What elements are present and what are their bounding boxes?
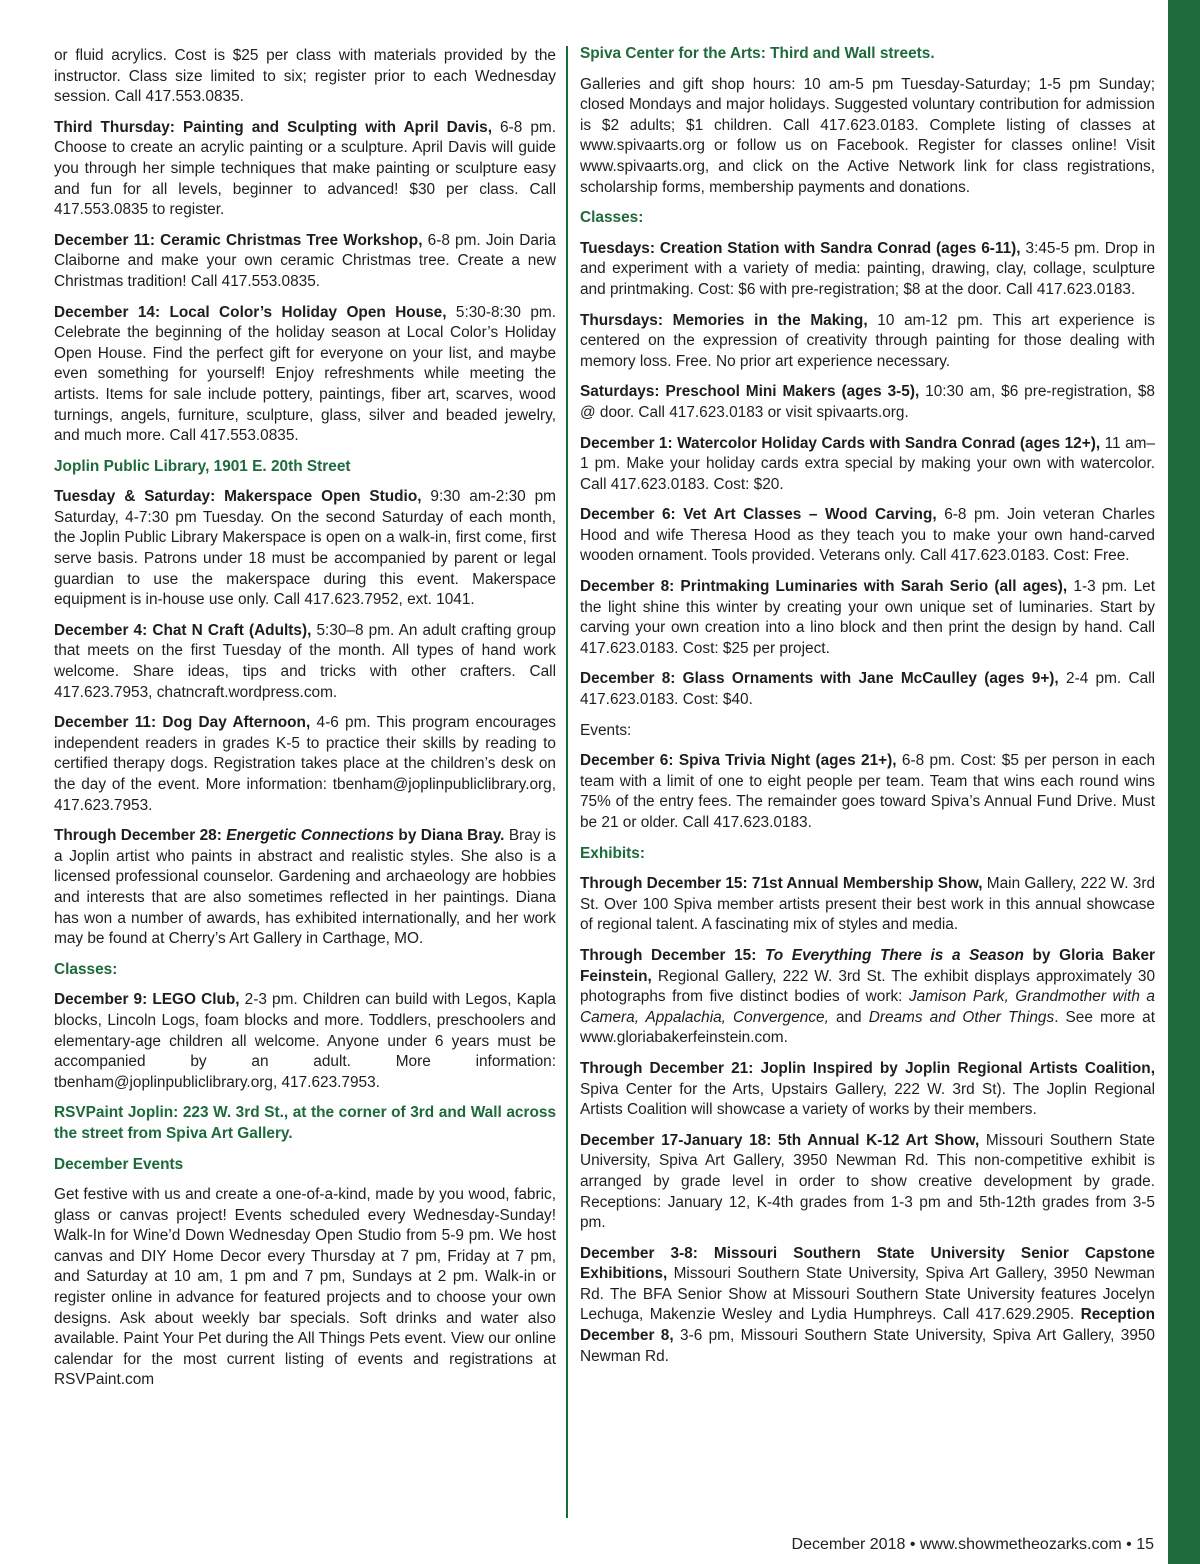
entry-text: 9:30 am-2:30 pm Saturday, 4-7:30 pm Tuesday. On the second Saturday of each month, the Joplin Public Library Makerspace is open on a walk-in, first come, first serve basis. Patrons under 18 must be accompanied by parent or legal guardian to use the makerspace during this event. Makerspace equipment is in-house use only. Call 417.623.7952, ext. 1041.	[54, 488, 557, 609]
entry-text: Spiva Center for the Arts: Third and Wall streets.	[580, 45, 935, 62]
entry-text: Missouri Southern State University, Spiva Art Gallery, 3950 Newman Rd. This non-competitive exhibit is arranged by grade level in order to show creative development by grade. Receptions: January 12, K-4th grades from 1-3 pm and 5th-12th grades from 3-5 pm.	[580, 1131, 1155, 1232]
listing-entry	[580, 577, 1155, 659]
entry-title-text: Tuesdays: Creation Station with Sandra Conrad (ages 6-11),	[580, 239, 1021, 257]
listing-entry	[580, 751, 1155, 833]
listing-entry	[54, 713, 556, 816]
column-divider	[566, 46, 568, 1518]
section-heading	[580, 844, 1155, 865]
listing-entry	[580, 505, 1155, 567]
listing-entry	[54, 826, 556, 950]
entry-title-text: Reception December 8,	[580, 1306, 1155, 1345]
entry-text: 6-8 pm. Cost: $5 per person in each team with a limit of one to eight people per team. Team that wins each round wins 75% of the entry fees. The remainder goes toward Spiva’s Annual Fund Drive. Must be 21 or older. Call 417.623.0183.	[580, 752, 1156, 831]
entry-text: 3-6 pm, Missouri Southern State University, Spiva Art Gallery, 3950 Newman Rd.	[580, 1327, 1155, 1365]
entry-text: December Events	[54, 1155, 184, 1173]
entry-title-text: by Diana Bray.	[394, 827, 505, 845]
left-column	[54, 46, 556, 1401]
listing-entry	[580, 382, 1155, 423]
listing-entry	[580, 946, 1155, 1049]
entry-title-text: To Everything There is a Season	[764, 946, 1024, 964]
entry-text: or fluid acrylics. Cost is $25 per class with materials provided by the instructor. Class size limited to six; register prior to each Wednesday session. Call 417.553.0835.	[54, 47, 556, 106]
section-heading	[54, 1155, 556, 1176]
entry-text: Galleries and gift shop hours: 10 am-5 pm Tuesday-Saturday; 1-5 pm Sunday; closed Mondays and major holidays. Suggested voluntary contribution for admission is $2 adults; $1 children. Call 417.623.0183. Complete listing of classes at www.spivaarts.org or follow us on Facebook. Register for classes online! Visit www.spivaarts.org, and click on the Active Network link for class registrations, scholarship forms, membership payments and donations.	[580, 75, 1155, 196]
listing-entry	[54, 621, 556, 703]
entry-title-text: Third Thursday: Painting and Sculpting with April Davis,	[54, 118, 492, 136]
entry-text: Classes:	[580, 209, 644, 227]
entry-text: Bray is a Joplin artist who paints in abstract and realistic styles. She also is a licensed professional counselor. Gardening and archaeology are hobbies and interests that are also sometimes reflected in her paintings. Diana has won a number of awards, has exhibited internationally, and her work may be found at Cherry’s Art Gallery in Carthage, MO.	[54, 827, 556, 948]
listing-entry	[54, 990, 556, 1093]
entry-title-text: December 3-8: Missouri Southern State University Senior Capstone Exhibitions,	[580, 1244, 1155, 1283]
entry-title-text: Energetic Connections	[226, 827, 395, 845]
entry-text: and	[828, 1008, 869, 1026]
entry-title-text: December 14: Local Color’s Holiday Open House,	[54, 303, 447, 321]
entry-text: 6-8 pm. Join veteran Charles Hood and wife Theresa Hood as they teach you to make your own hand-carved wooden ornament. Tools provided. Veterans only. Call 417.623.0183. Cost: Free.	[580, 506, 1155, 565]
entry-title-text: Dreams and Other Things	[868, 1008, 1055, 1026]
listing-entry	[580, 1059, 1155, 1121]
entry-text: Classes:	[54, 960, 118, 978]
listing-entry	[580, 311, 1155, 373]
entry-title-text: December 8: Printmaking Luminaries with Sarah Serio (all ages),	[580, 578, 1068, 596]
listing-entry	[580, 239, 1155, 301]
entry-title-text: December 11: Ceramic Christmas Tree Workshop,	[54, 231, 423, 249]
listing-entry	[54, 487, 556, 611]
entry-title-text: December 17-January 18: 5th Annual K-12 Art Show,	[580, 1131, 980, 1149]
entry-title-text: December 6: Vet Art Classes – Wood Carving,	[580, 506, 937, 524]
section-heading	[54, 457, 556, 478]
listing-entry	[54, 1185, 556, 1391]
entry-title-text: Through December 28:	[54, 827, 227, 845]
entry-text: 2-4 pm. Call 417.623.0183. Cost: $40.	[580, 670, 1155, 709]
section-heading	[580, 208, 1155, 229]
entry-text: Exhibits:	[580, 844, 645, 862]
entry-text: 10:30 am, $6 pre-registration, $8 @ door. Call 417.623.0183 or visit spivaarts.org.	[580, 383, 1155, 421]
entry-title-text: Through December 21: Joplin Inspired by Joplin Regional Artists Coalition,	[580, 1059, 1155, 1077]
entry-title-text: December 11: Dog Day Afternoon,	[54, 714, 311, 732]
entry-title-text: December 9: LEGO Club,	[54, 991, 240, 1009]
right-column	[580, 45, 1156, 1377]
entry-title-text: by Gloria Baker Feinstein,	[580, 946, 1155, 985]
entry-text: 6-8 pm. Choose to create an acrylic painting or a sculpture. April Davis will guide you through her simple techniques that make painting or sculpture easy and fun for all levels, beginner to advanced! $30 per class. Call 417.553.0835 to register.	[54, 118, 556, 219]
listing-entry	[580, 434, 1155, 496]
listing-entry	[54, 118, 556, 221]
entry-text: RSVPaint Joplin: 223 W. 3rd St., at the corner of 3rd and Wall across the street from Spiva Art Gallery.	[54, 1104, 556, 1142]
listing-entry	[54, 231, 556, 293]
entry-text: Joplin Public Library, 1901 E. 20th Street	[54, 457, 351, 475]
listing-entry	[580, 721, 1155, 742]
entry-title-text: Jamison Park, Grandmother with a Camera, Appalachia, Convergence,	[580, 988, 1155, 1026]
entry-text: Missouri Southern State University, Spiva Art Gallery, 3950 Newman Rd. The BFA Senior Show at Missouri Southern State University features Jocelyn Lechuga, Makenzie Wesley and Lydia Humphreys. Call 417.629.2905.	[580, 1265, 1155, 1324]
entry-title-text: Through December 15:	[580, 946, 765, 964]
entry-text: 6-8 pm. Join Daria Claiborne and make your own ceramic Christmas tree. Create a new Christmas tradition! Call 417.553.0835.	[54, 231, 556, 290]
entry-title-text: December 6: Spiva Trivia Night (ages 21+),	[580, 752, 897, 770]
entry-text: 4-6 pm. This program encourages independent readers in grades K-5 to practice their skills by reading to certified therapy dogs. Registration takes place at the children’s desk on the day of the event. More information: tbenham@joplinpubliclibrary.org, 417.623.7953.	[54, 714, 556, 814]
listing-entry	[580, 1131, 1155, 1234]
entry-text: 3:45-5 pm. Drop in and experiment with a variety of media: painting, drawing, clay, collage, sculpture and printmaking. Cost: $6 with pre-registration; $8 at the door. Call 417.623.0183.	[580, 239, 1155, 298]
listing-entry	[54, 303, 556, 447]
section-heading	[54, 960, 556, 981]
entry-title-text: Tuesday & Saturday: Makerspace Open Studio,	[54, 488, 422, 506]
listing-entry	[580, 669, 1155, 710]
entry-text: 2-3 pm. Children can build with Legos, Kapla blocks, Lincoln Logs, foam blocks and more. Toddlers, preschoolers and elementary-age children all welcome. Anyone under 6 years must be accompanied by an adult. More information: tbenham@joplinpubliclibrary.org, 417.623.7953.	[54, 991, 556, 1091]
entry-text: Spiva Center for the Arts, Upstairs Gallery, 222 W. 3rd St). The Joplin Regional Artists Coalition will showcase a variety of works by their members.	[580, 1080, 1155, 1119]
section-heading	[580, 44, 1155, 65]
entry-text: Regional Gallery, 222 W. 3rd St. The exhibit displays approximately 30 photographs from five distinct bodies of work:	[580, 967, 1155, 1006]
entry-text: 1-3 pm. Let the light shine this winter by creating your own unique set of luminaries. Start by carving your own creation into a lino block and then print the design by hand. Call 417.623.0183. Cost: $25 per project.	[580, 578, 1155, 657]
entry-text: . See more at www.gloriabakerfeinstein.com.	[580, 1008, 1155, 1047]
entry-title-text: December 1: Watercolor Holiday Cards with Sandra Conrad (ages 12+),	[580, 434, 1101, 452]
entry-text: 5:30–8 pm. An adult crafting group that meets on the first Tuesday of the month. All types of hand work welcome. Share ideas, tips and tricks with other crafters. Call 417.623.7953, chatncraft.wordpress.com.	[54, 621, 556, 701]
entry-text: Main Gallery, 222 W. 3rd St. Over 100 Spiva member artists present their best work in this annual showcase of regional talent. A fascinating mix of styles and media.	[580, 875, 1156, 934]
entry-text: Get festive with us and create a one-of-a-kind, made by you wood, fabric, glass or canvas project! Events scheduled every Wednesday-Sunday! Walk-In for Wine’d Down Wednesday Open Studio from 5-9 pm. We host canvas and DIY Home Decor every Thursday at 7 pm, Friday at 7 pm, and Saturday at 10 am, 1 pm and 7 pm, Sundays at 2 pm. Walk-in or register online in advance for featured projects and to choose your own designs. Ask about weekly bar specials. Soft drinks and water also available. Paint Your Pet during the All Things Pets event. View our online calendar for the most current listing of events and registrations at RSVPaint.com	[54, 1186, 556, 1389]
listing-entry	[54, 46, 556, 108]
entry-text: 5:30-8:30 pm. Celebrate the beginning of the holiday season at Local Color’s Holiday Open House. Find the perfect gift for everyone on your list, and maybe even something for yourself! Enjoy refreshments while meeting the artists. Items for sale include pottery, paintings, fiber art, scarves, wood turnings, angels, furniture, sculpture, glass, silver and beaded jewelry, and much more. Call 417.553.0835.	[54, 303, 557, 445]
entry-title-text: Thursdays: Memories in the Making,	[580, 311, 868, 329]
listing-entry	[580, 1244, 1155, 1368]
entry-text: 10 am-12 pm. This art experience is centered on the expression of creativity through painting for those dealing with memory loss. Free. No prior art experience necessary.	[580, 311, 1155, 370]
side-color-bar	[1168, 0, 1200, 1564]
entry-title-text: December 8: Glass Ornaments with Jane McCaulley (ages 9+),	[580, 670, 1059, 688]
section-heading	[54, 1103, 556, 1144]
entry-title-text: Saturdays: Preschool Mini Makers (ages 3-5),	[580, 383, 920, 401]
entry-text: 11 am–1 pm. Make your holiday cards extra special by making your own with watercolor. Call 417.623.0183. Cost: $20.	[580, 434, 1156, 493]
entry-title-text: December 4: Chat N Craft (Adults),	[54, 621, 312, 639]
listing-entry	[580, 75, 1155, 199]
listing-entry	[580, 874, 1155, 936]
entry-text: Events:	[580, 721, 632, 739]
entry-title-text: Through December 15: 71st Annual Membership Show,	[580, 875, 983, 893]
page-footer: December 2018 • www.showmetheozarks.com • 15	[791, 1536, 1154, 1553]
